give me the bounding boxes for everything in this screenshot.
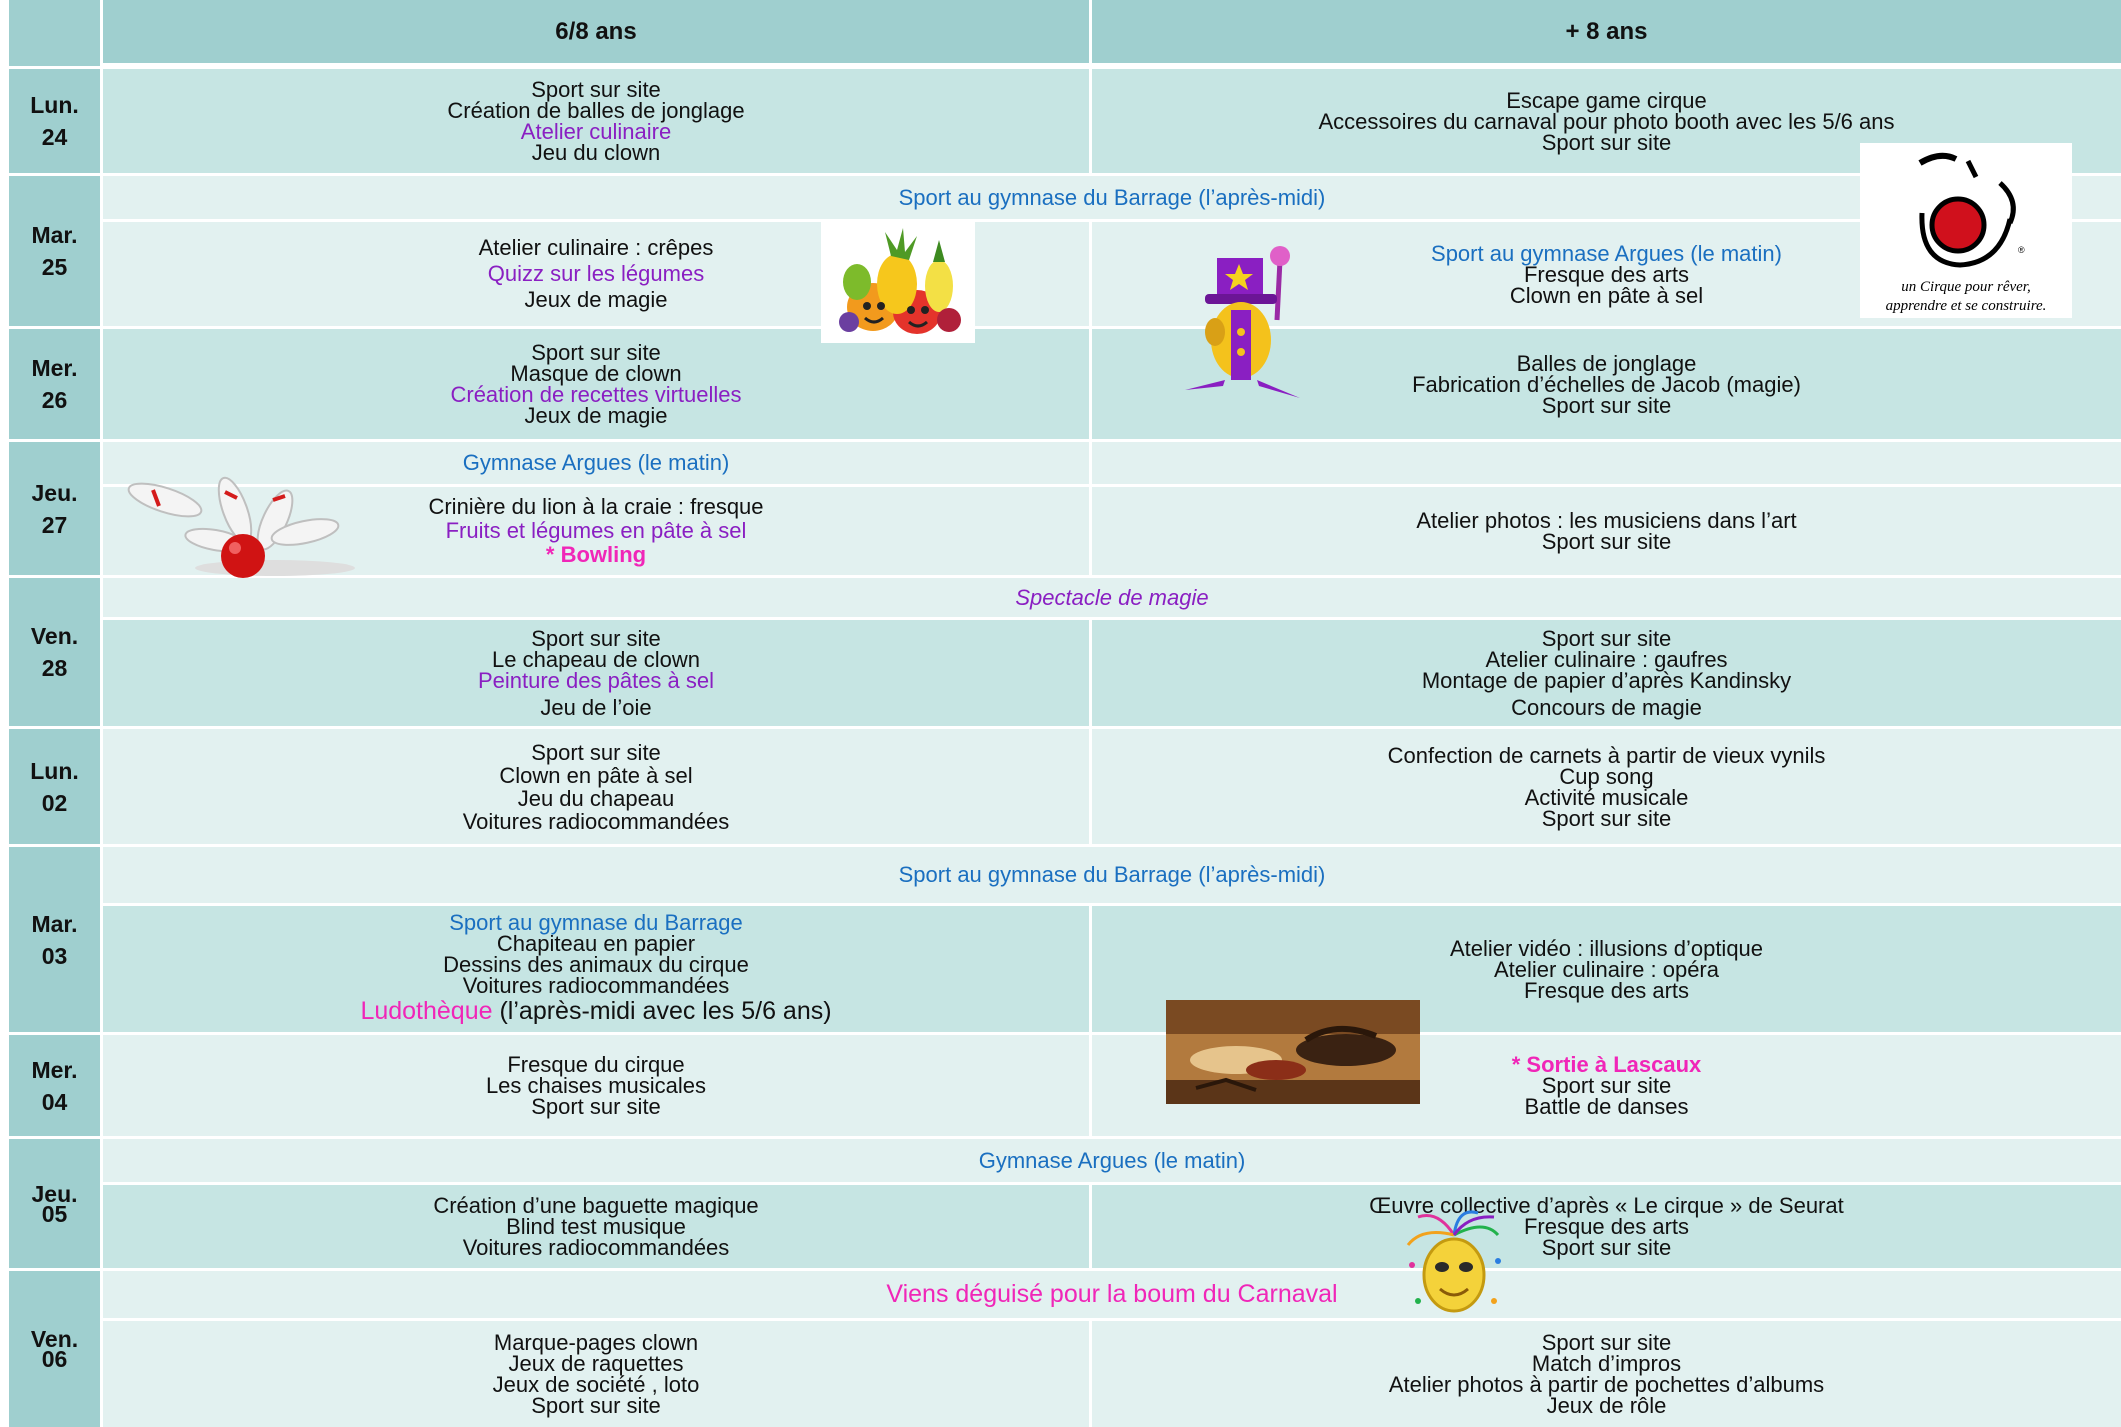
day-cell: Mer. 04 — [9, 1035, 100, 1136]
activity-cell-6-8: Sport sur site Masque de clown Création de recettes virtuelles Jeux de magie — [103, 329, 1089, 439]
activity-cell-8-plus: Sport sur site Atelier culinaire : gaufres Montage de papier d’après Kandinsky Concours de magie — [1092, 620, 2121, 726]
fruits-vegetables-image — [821, 222, 975, 343]
activity-cell-8-plus: Sport au gymnase Argues (le matin) Fresque des arts Clown en pâte à sel — [1092, 222, 2121, 326]
activity-cell-6-8: Création d’une baguette magique Blind test musique Voitures radiocommandées — [103, 1185, 1089, 1268]
activity-cell-8-plus: * Sortie à Lascaux Sport sur site Battle de danses — [1092, 1035, 2121, 1136]
span-banner: Gymnase Argues (le matin) — [103, 442, 1089, 484]
activity-cell-6-8: Sport sur site Création de balles de jonglage Atelier culinaire Jeu du clown — [103, 69, 1089, 173]
activity-cell-6-8: Atelier culinaire : crêpes Quizz sur les légumes Jeux de magie — [103, 222, 1089, 326]
day-cell: Ven. 28 — [9, 578, 100, 726]
activity-cell-6-8: Crinière du lion à la craie : fresque Fruits et légumes en pâte à sel * Bowling — [103, 487, 1089, 575]
day-cell: Lun. 24 — [9, 69, 100, 173]
day-cell: Jeu. 05 — [9, 1139, 100, 1268]
activity-cell-6-8: Sport sur site Clown en pâte à sel Jeu du chapeau Voitures radiocommandées — [103, 729, 1089, 844]
bowling-image — [125, 470, 355, 580]
span-banner: Sport au gymnase du Barrage (l’après-midi) — [103, 847, 2121, 903]
span-banner-empty — [1092, 442, 2121, 484]
lascaux-painting-image — [1166, 1000, 1420, 1104]
day-cell: Mar. 03 — [9, 847, 100, 1032]
span-banner: Sport au gymnase du Barrage (l’après-midi) — [103, 176, 2121, 219]
activity-cell-8-plus: Sport sur site Match d’impros Atelier photos à partir de pochettes d’albums Jeux de rôle — [1092, 1321, 2121, 1427]
activity-cell-8-plus: Atelier photos : les musiciens dans l’art Sport sur site — [1092, 487, 2121, 575]
svg-text:®: ® — [2018, 245, 2025, 255]
activity-cell-8-plus: Œuvre collective d’après « Le cirque » de Seurat Fresque des arts Sport sur site — [1092, 1185, 2121, 1268]
header-col-8-plus: + 8 ans — [1092, 0, 2121, 63]
header-col-6-8: 6/8 ans — [103, 0, 1089, 63]
carnival-mask-image — [1398, 1205, 1510, 1323]
day-cell: Jeu. 27 — [9, 442, 100, 575]
activity-cell-6-8: Sport au gymnase du Barrage Chapiteau en papier Dessins des animaux du cirque Voitures radiocommandées Ludothèque (l’après-midi avec les 5/6 ans) — [103, 906, 1089, 1032]
span-banner: Gymnase Argues (le matin) — [103, 1139, 2121, 1182]
magician-character-image — [1165, 240, 1315, 405]
activity-cell-8-plus: Escape game cirque Accessoires du carnaval pour photo booth avec les 5/6 ans Sport sur site — [1092, 69, 2121, 173]
circus-clown-logo — [1860, 143, 2072, 318]
day-cell: Ven. 06 — [9, 1271, 100, 1427]
day-cell: Mar. 25 — [9, 176, 100, 326]
activity-cell-6-8: Marque-pages clown Jeux de raquettes Jeux de société , loto Sport sur site — [103, 1321, 1089, 1427]
activity-cell-8-plus: Balles de jonglage Fabrication d’échelles de Jacob (magie) Sport sur site — [1092, 329, 2121, 439]
logo-caption: un Cirque pour rêver, apprendre et se construire. — [1885, 279, 2047, 314]
day-cell: Lun. 02 — [9, 729, 100, 844]
span-banner: Spectacle de magie — [103, 578, 2121, 617]
activity-cell-6-8: Fresque du cirque Les chaises musicales Sport sur site — [103, 1035, 1089, 1136]
activity-cell-8-plus: Atelier vidéo : illusions d’optique Atelier culinaire : opéra Fresque des arts — [1092, 906, 2121, 1032]
activity-cell-6-8: Sport sur site Le chapeau de clown Peinture des pâtes à sel Jeu de l’oie — [103, 620, 1089, 726]
span-banner: Viens déguisé pour la boum du Carnaval — [103, 1271, 2121, 1318]
activity-cell-8-plus: Confection de carnets à partir de vieux vynils Cup song Activité musicale Sport sur site — [1092, 729, 2121, 844]
day-cell: Mer. 26 — [9, 329, 100, 439]
header-corner — [9, 0, 100, 66]
